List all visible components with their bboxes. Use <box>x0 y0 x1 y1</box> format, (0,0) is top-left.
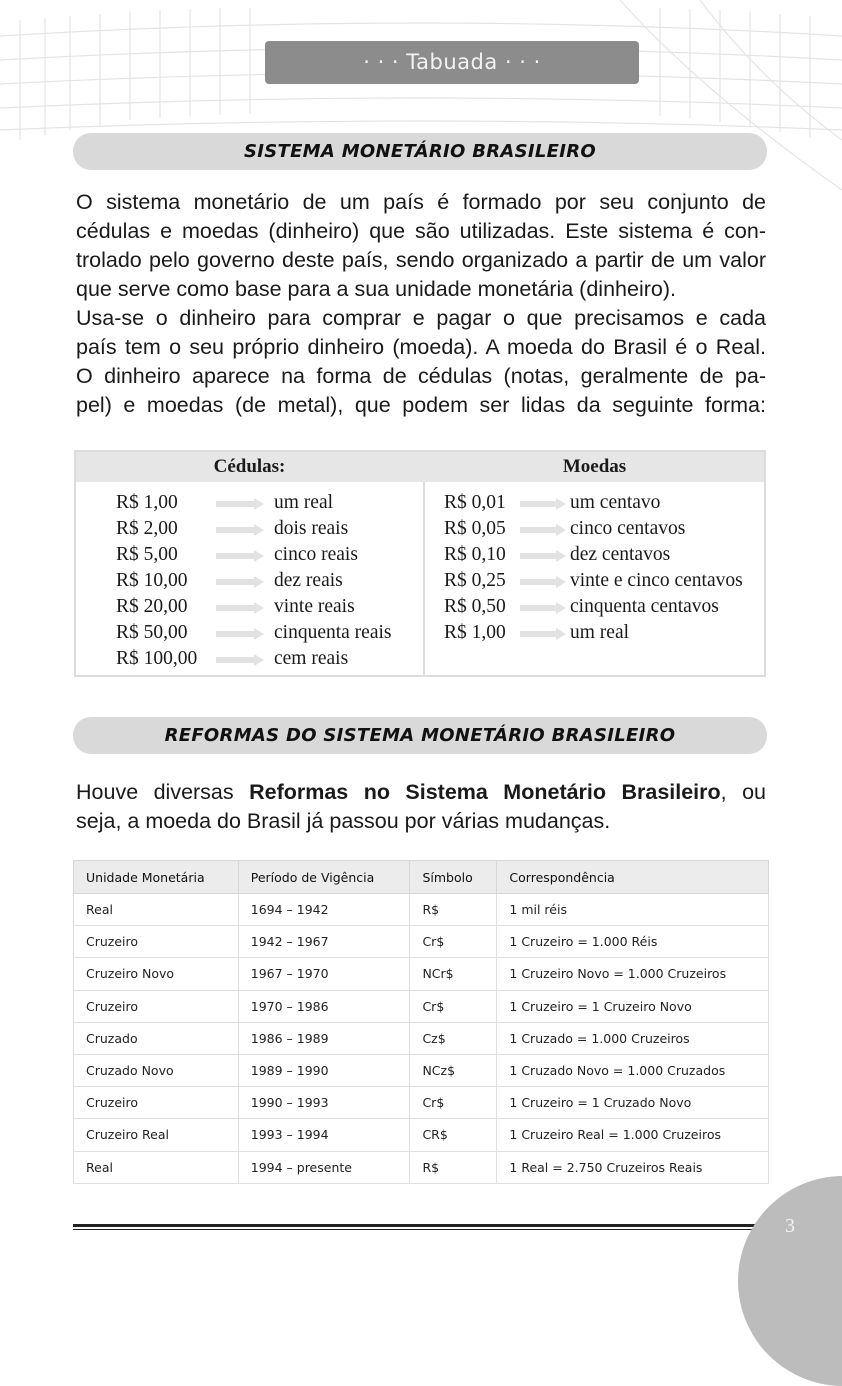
column-header: Unidade Monetária <box>74 861 239 894</box>
cedula-text: dez reais <box>274 570 343 591</box>
cedula-value: R$ 20,00 <box>116 596 188 617</box>
column-header: Correspondência <box>497 861 769 894</box>
moeda-value: R$ 0,05 <box>444 518 506 539</box>
table-row <box>74 990 769 1022</box>
intro-text: , ou <box>720 780 766 804</box>
chapter-tab-label: · · · Tabuada · · · <box>363 50 541 74</box>
section-title: REFORMAS DO SISTEMA MONETÁRIO BRASILEIRO <box>164 725 676 746</box>
cedula-row <box>116 594 416 620</box>
page-number-circle <box>738 1176 842 1386</box>
arrow-icon <box>520 550 566 562</box>
table-cell: CR$ <box>410 1119 497 1151</box>
table-row <box>74 1151 769 1183</box>
arrow-icon <box>520 498 566 510</box>
cedula-value: R$ 100,00 <box>116 648 198 669</box>
page-number: 3 <box>785 1215 795 1237</box>
cedula-text: cinco reais <box>274 544 358 565</box>
paragraph-line: O sistema monetário de um país é formado por seu conjunto de <box>76 190 766 214</box>
table-cell: Cruzeiro <box>74 1087 239 1119</box>
paragraph-line: Usa-se o dinheiro para comprar e pagar o que precisamos e cada <box>76 306 766 330</box>
cedula-text: dois reais <box>274 518 349 539</box>
table-cell: Cr$ <box>410 990 497 1022</box>
cedula-value: R$ 10,00 <box>116 570 188 591</box>
moeda-text: um centavo <box>570 492 661 513</box>
table-row <box>74 958 769 990</box>
cedula-text: cinquenta reais <box>274 622 392 643</box>
paragraph-line: que serve como base para a sua unidade monetária (dinheiro). <box>76 277 676 301</box>
paragraph-line: trolado pelo governo deste país, sendo organizado a partir de um valor <box>76 248 766 272</box>
reform-intro-paragraph <box>76 778 766 836</box>
cedula-row <box>116 490 416 516</box>
table-header-row <box>74 861 769 894</box>
table-row <box>74 1119 769 1151</box>
arrow-icon <box>216 498 264 510</box>
cedula-value: R$ 50,00 <box>116 622 188 643</box>
table-cell: 1 Cruzado Novo = 1.000 Cruzados <box>497 1054 769 1086</box>
arrow-icon <box>520 524 566 536</box>
cedula-text: um real <box>274 492 334 513</box>
table-cell: 1993 – 1994 <box>238 1119 410 1151</box>
table-cell: 1 mil réis <box>497 894 769 926</box>
moeda-row <box>444 516 764 542</box>
moeda-text: dez centavos <box>570 544 671 565</box>
moeda-value: R$ 1,00 <box>444 622 506 643</box>
moeda-text: um real <box>570 622 630 643</box>
column-header: Período de Vigência <box>238 861 410 894</box>
paragraph-line: seja, a moeda do Brasil já passou por várias mudanças. <box>76 809 611 833</box>
table-cell: 1994 – presente <box>238 1151 410 1183</box>
cedula-row <box>116 568 416 594</box>
table-cell: Cr$ <box>410 1087 497 1119</box>
paragraph-line: pel) e moedas (de metal), que podem ser lidas da seguinte forma: <box>76 393 766 417</box>
background-grid-decoration <box>0 0 842 200</box>
arrow-icon <box>216 576 264 588</box>
table-cell: 1990 – 1993 <box>238 1087 410 1119</box>
moeda-row <box>444 490 764 516</box>
table-cell: Cruzeiro <box>74 990 239 1022</box>
footer-rule <box>73 1224 763 1227</box>
section-title-bar <box>73 717 767 754</box>
cedula-row <box>116 646 416 672</box>
column-header: Símbolo <box>410 861 497 894</box>
cedula-value: R$ 5,00 <box>116 544 178 565</box>
table-cell: Cruzado <box>74 1022 239 1054</box>
cedulas-header: Cédulas: <box>213 456 286 477</box>
arrow-icon <box>520 602 566 614</box>
paragraph-line: cédulas e moedas (dinheiro) que são utilizadas. Este sistema é con- <box>76 219 766 243</box>
reform-table <box>73 860 769 1184</box>
moeda-value: R$ 0,10 <box>444 544 506 565</box>
intro-bold-text: Reformas no Sistema Monetário Brasileiro <box>249 780 721 804</box>
table-cell: 1 Cruzeiro = 1 Cruzeiro Novo <box>497 990 769 1022</box>
moeda-text: vinte e cinco centavos <box>570 570 743 591</box>
moeda-row <box>444 542 764 568</box>
table-cell: Cruzeiro <box>74 926 239 958</box>
cedula-value: R$ 2,00 <box>116 518 178 539</box>
arrow-icon <box>216 524 264 536</box>
table-cell: 1 Real = 2.750 Cruzeiros Reais <box>497 1151 769 1183</box>
table-cell: 1 Cruzeiro = 1 Cruzado Novo <box>497 1087 769 1119</box>
cedula-row <box>116 516 416 542</box>
cedula-row <box>116 620 416 646</box>
arrow-icon <box>216 602 264 614</box>
table-cell: NCr$ <box>410 958 497 990</box>
table-cell: 1967 – 1970 <box>238 958 410 990</box>
table-cell: Cruzado Novo <box>74 1054 239 1086</box>
table-cell: 1986 – 1989 <box>238 1022 410 1054</box>
table-cell: 1 Cruzeiro Novo = 1.000 Cruzeiros <box>497 958 769 990</box>
table-cell: 1942 – 1967 <box>238 926 410 958</box>
table-cell: 1 Cruzado = 1.000 Cruzeiros <box>497 1022 769 1054</box>
table-cell: NCz$ <box>410 1054 497 1086</box>
chapter-tab <box>265 41 639 84</box>
moeda-row <box>444 594 764 620</box>
table-cell: Cruzeiro Real <box>74 1119 239 1151</box>
moeda-row <box>444 620 764 646</box>
column-divider <box>423 482 425 675</box>
table-row <box>74 1087 769 1119</box>
cedula-text: vinte reais <box>274 596 355 617</box>
table-cell: 1 Cruzeiro Real = 1.000 Cruzeiros <box>497 1119 769 1151</box>
footer-rule-thin <box>73 1229 763 1230</box>
table-cell: Cruzeiro Novo <box>74 958 239 990</box>
moeda-row <box>444 568 764 594</box>
table-cell: 1694 – 1942 <box>238 894 410 926</box>
table-cell: 1970 – 1986 <box>238 990 410 1022</box>
paragraph-line: O dinheiro aparece na forma de cédulas (notas, geralmente de pa- <box>76 364 766 388</box>
cedula-row <box>116 542 416 568</box>
table-cell: R$ <box>410 894 497 926</box>
arrow-icon <box>520 628 566 640</box>
moeda-text: cinco centavos <box>570 518 686 539</box>
table-cell: Cr$ <box>410 926 497 958</box>
money-table <box>74 450 766 677</box>
paragraph-line: país tem o seu próprio dinheiro (moeda). A moeda do Brasil é o Real. <box>76 335 766 359</box>
moeda-value: R$ 0,01 <box>444 492 506 513</box>
section-title: SISTEMA MONETÁRIO BRASILEIRO <box>243 141 597 162</box>
paragraph-line <box>76 778 766 807</box>
cedula-value: R$ 1,00 <box>116 492 178 513</box>
table-row <box>74 894 769 926</box>
intro-text: Houve diversas <box>76 780 250 804</box>
table-cell: R$ <box>410 1151 497 1183</box>
arrow-icon <box>216 628 264 640</box>
table-row <box>74 926 769 958</box>
moeda-value: R$ 0,50 <box>444 596 506 617</box>
table-cell: Cz$ <box>410 1022 497 1054</box>
moeda-value: R$ 0,25 <box>444 570 506 591</box>
money-table-header <box>76 452 764 482</box>
cedula-text: cem reais <box>274 648 349 669</box>
section-title-bar <box>73 133 767 170</box>
moeda-text: cinquenta centavos <box>570 596 719 617</box>
moedas-header: Moedas <box>562 456 627 477</box>
table-cell: 1 Cruzeiro = 1.000 Réis <box>497 926 769 958</box>
table-cell: Real <box>74 894 239 926</box>
table-row <box>74 1022 769 1054</box>
arrow-icon <box>216 550 264 562</box>
table-cell: 1989 – 1990 <box>238 1054 410 1086</box>
table-row <box>74 1054 769 1086</box>
intro-paragraph <box>76 188 766 420</box>
table-cell: Real <box>74 1151 239 1183</box>
arrow-icon <box>216 654 264 666</box>
arrow-icon <box>520 576 566 588</box>
